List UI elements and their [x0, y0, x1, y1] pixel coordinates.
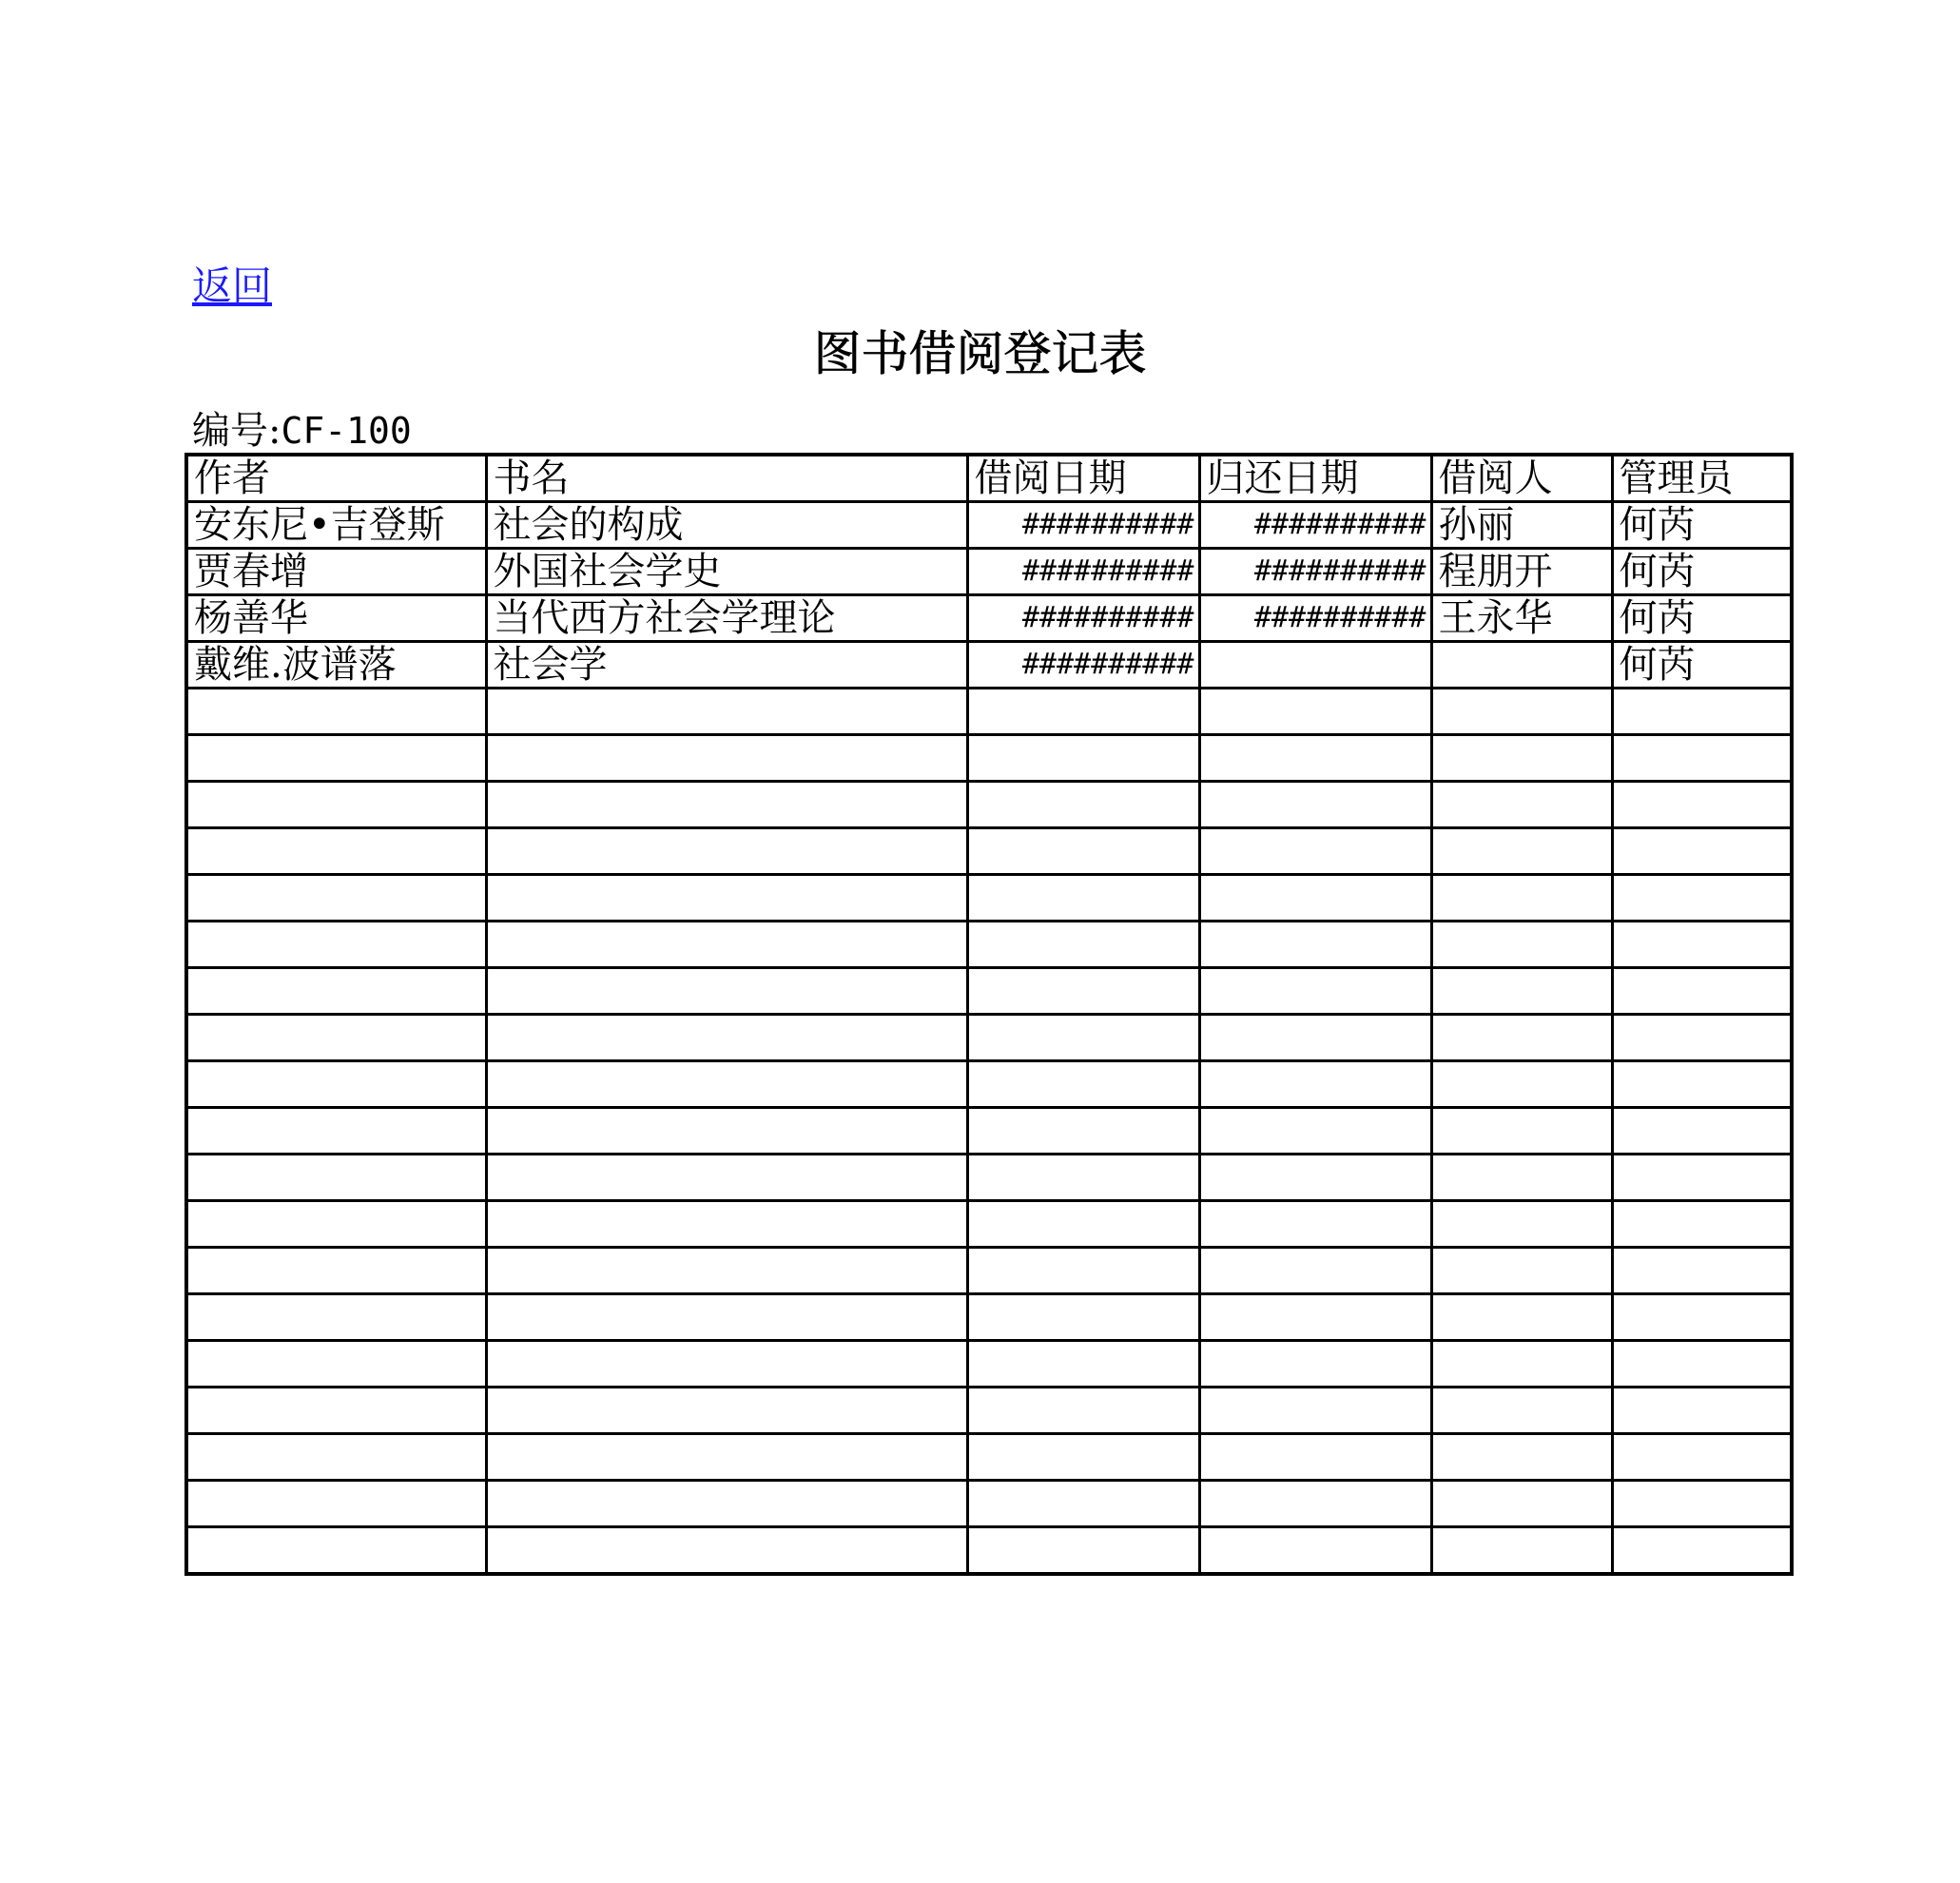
cell-author[interactable]	[186, 1481, 486, 1527]
cell-borrower[interactable]	[1431, 1155, 1612, 1201]
cell-borrower[interactable]: 王永华	[1431, 595, 1612, 642]
table-row	[186, 1388, 1792, 1434]
cell-return-date[interactable]	[1199, 1248, 1431, 1294]
cell-author[interactable]	[186, 1341, 486, 1388]
cell-book-title[interactable]	[486, 828, 967, 875]
cell-librarian[interactable]	[1612, 1155, 1792, 1201]
cell-librarian[interactable]	[1612, 1527, 1792, 1575]
cell-return-date[interactable]	[1199, 689, 1431, 735]
cell-librarian[interactable]	[1612, 1388, 1792, 1434]
cell-borrow-date[interactable]	[967, 1294, 1199, 1341]
cell-author[interactable]	[186, 735, 486, 782]
cell-return-date[interactable]: ##########	[1199, 595, 1431, 642]
cell-borrower[interactable]: 程朋开	[1431, 549, 1612, 595]
serial-value: CF-100	[281, 410, 412, 452]
cell-borrow-date[interactable]	[967, 1201, 1199, 1248]
cell-book-title[interactable]	[486, 922, 967, 968]
cell-book-title[interactable]	[486, 1481, 967, 1527]
table-row	[186, 922, 1792, 968]
table-row	[186, 782, 1792, 828]
cell-author[interactable]	[186, 968, 486, 1015]
serial-label: 编号:	[192, 409, 281, 453]
cell-return-date[interactable]	[1199, 1108, 1431, 1155]
table-row	[186, 1015, 1792, 1061]
cell-book-title[interactable]	[486, 1341, 967, 1388]
cell-book-title[interactable]	[486, 1294, 967, 1341]
cell-librarian[interactable]	[1612, 735, 1792, 782]
cell-borrower[interactable]	[1431, 1388, 1612, 1434]
cell-borrow-date[interactable]	[967, 1061, 1199, 1108]
cell-librarian[interactable]	[1612, 875, 1792, 922]
cell-borrower[interactable]	[1431, 1201, 1612, 1248]
table-header-row	[186, 455, 1792, 502]
header-borrower: 借阅人	[1431, 455, 1612, 502]
cell-book-title[interactable]	[486, 1155, 967, 1201]
cell-author[interactable]: 贾春增	[186, 549, 486, 595]
cell-author[interactable]: 安东尼•吉登斯	[186, 502, 486, 549]
table-row	[186, 875, 1792, 922]
cell-borrow-date[interactable]	[967, 1015, 1199, 1061]
cell-author[interactable]	[186, 1434, 486, 1481]
cell-borrow-date[interactable]	[967, 1388, 1199, 1434]
cell-borrower[interactable]	[1431, 922, 1612, 968]
cell-book-title[interactable]	[486, 1061, 967, 1108]
cell-librarian[interactable]	[1612, 1061, 1792, 1108]
cell-book-title[interactable]	[486, 875, 967, 922]
table-row	[186, 1201, 1792, 1248]
cell-borrow-date[interactable]	[967, 875, 1199, 922]
borrow-ledger-table	[184, 453, 1794, 1576]
table-row	[186, 1248, 1792, 1294]
cell-borrow-date[interactable]	[967, 1527, 1199, 1575]
cell-return-date[interactable]	[1199, 1294, 1431, 1341]
cell-borrower[interactable]	[1431, 1434, 1612, 1481]
cell-borrower[interactable]	[1431, 1481, 1612, 1527]
cell-borrower[interactable]	[1431, 1015, 1612, 1061]
cell-author[interactable]	[186, 1294, 486, 1341]
cell-borrower[interactable]: 孙丽	[1431, 502, 1612, 549]
cell-author[interactable]	[186, 1108, 486, 1155]
cell-book-title[interactable]	[486, 1527, 967, 1575]
cell-return-date[interactable]	[1199, 1155, 1431, 1201]
cell-borrower[interactable]	[1431, 968, 1612, 1015]
cell-author[interactable]	[186, 782, 486, 828]
cell-librarian[interactable]	[1612, 1481, 1792, 1527]
cell-book-title[interactable]: 外国社会学史	[486, 549, 967, 595]
cell-librarian[interactable]: 何芮	[1612, 502, 1792, 549]
header-librarian: 管理员	[1612, 455, 1792, 502]
cell-author[interactable]	[186, 828, 486, 875]
header-borrow-date: 借阅日期	[967, 455, 1199, 502]
cell-book-title[interactable]	[486, 1388, 967, 1434]
cell-author[interactable]	[186, 1248, 486, 1294]
cell-borrower[interactable]	[1431, 1108, 1612, 1155]
cell-book-title[interactable]	[486, 1108, 967, 1155]
cell-book-title[interactable]: 社会学	[486, 642, 967, 689]
cell-borrow-date[interactable]: ##########	[967, 502, 1199, 549]
cell-borrower[interactable]	[1431, 875, 1612, 922]
cell-author[interactable]: 杨善华	[186, 595, 486, 642]
cell-borrower[interactable]	[1431, 1527, 1612, 1575]
cell-return-date[interactable]	[1199, 1341, 1431, 1388]
cell-return-date[interactable]	[1199, 875, 1431, 922]
cell-return-date[interactable]	[1199, 1481, 1431, 1527]
cell-borrow-date[interactable]	[967, 782, 1199, 828]
cell-borrower[interactable]	[1431, 1061, 1612, 1108]
table-row	[186, 502, 1792, 549]
cell-return-date[interactable]: ##########	[1199, 549, 1431, 595]
cell-return-date[interactable]	[1199, 1061, 1431, 1108]
cell-return-date[interactable]	[1199, 968, 1431, 1015]
cell-book-title[interactable]: 当代西方社会学理论	[486, 595, 967, 642]
cell-borrow-date[interactable]	[967, 922, 1199, 968]
cell-return-date[interactable]	[1199, 828, 1431, 875]
cell-librarian[interactable]	[1612, 1294, 1792, 1341]
table-row	[186, 1434, 1792, 1481]
cell-borrower[interactable]	[1431, 1248, 1612, 1294]
cell-return-date[interactable]	[1199, 1527, 1431, 1575]
cell-librarian[interactable]	[1612, 782, 1792, 828]
cell-librarian[interactable]	[1612, 1201, 1792, 1248]
cell-borrower[interactable]	[1431, 735, 1612, 782]
serial-number	[192, 407, 412, 455]
cell-author[interactable]	[186, 689, 486, 735]
cell-return-date[interactable]	[1199, 1201, 1431, 1248]
cell-return-date[interactable]	[1199, 642, 1431, 689]
cell-author[interactable]	[186, 1015, 486, 1061]
cell-borrow-date[interactable]	[967, 689, 1199, 735]
table-row	[186, 1155, 1792, 1201]
cell-librarian[interactable]: 何芮	[1612, 595, 1792, 642]
table-body	[186, 502, 1792, 1575]
cell-librarian[interactable]: 何芮	[1612, 549, 1792, 595]
cell-borrow-date[interactable]	[967, 1108, 1199, 1155]
cell-book-title[interactable]	[486, 1248, 967, 1294]
cell-librarian[interactable]	[1612, 968, 1792, 1015]
cell-return-date[interactable]	[1199, 1434, 1431, 1481]
cell-borrow-date[interactable]	[967, 1481, 1199, 1527]
cell-borrower[interactable]	[1431, 642, 1612, 689]
cell-return-date[interactable]	[1199, 735, 1431, 782]
table-row	[186, 1481, 1792, 1527]
cell-borrower[interactable]	[1431, 1294, 1612, 1341]
cell-borrower[interactable]	[1431, 828, 1612, 875]
cell-librarian[interactable]	[1612, 922, 1792, 968]
table-row	[186, 968, 1792, 1015]
cell-librarian[interactable]	[1612, 828, 1792, 875]
cell-borrow-date[interactable]: ##########	[967, 642, 1199, 689]
cell-borrow-date[interactable]	[967, 735, 1199, 782]
cell-author[interactable]: 戴维.波谱落	[186, 642, 486, 689]
cell-book-title[interactable]	[486, 1434, 967, 1481]
table-row	[186, 1108, 1792, 1155]
cell-author[interactable]	[186, 1155, 486, 1201]
cell-librarian[interactable]	[1612, 1015, 1792, 1061]
cell-author[interactable]	[186, 1201, 486, 1248]
cell-return-date[interactable]: ##########	[1199, 502, 1431, 549]
cell-librarian[interactable]	[1612, 1434, 1792, 1481]
cell-return-date[interactable]	[1199, 1388, 1431, 1434]
table-row	[186, 1294, 1792, 1341]
header-return-date: 归还日期	[1199, 455, 1431, 502]
header-book-title: 书名	[486, 455, 967, 502]
cell-borrower[interactable]	[1431, 782, 1612, 828]
cell-author[interactable]	[186, 922, 486, 968]
cell-return-date[interactable]	[1199, 1015, 1431, 1061]
cell-librarian[interactable]	[1612, 1248, 1792, 1294]
back-link[interactable]: 返回	[192, 262, 273, 309]
cell-librarian[interactable]	[1612, 1108, 1792, 1155]
table-row	[186, 1341, 1792, 1388]
header-author: 作者	[186, 455, 486, 502]
table-row	[186, 735, 1792, 782]
cell-author[interactable]	[186, 875, 486, 922]
table-row	[186, 1527, 1792, 1575]
cell-return-date[interactable]	[1199, 782, 1431, 828]
cell-book-title[interactable]	[486, 782, 967, 828]
cell-author[interactable]	[186, 1527, 486, 1575]
cell-borrow-date[interactable]	[967, 828, 1199, 875]
cell-book-title[interactable]	[486, 689, 967, 735]
cell-librarian[interactable]	[1612, 689, 1792, 735]
table-row	[186, 689, 1792, 735]
cell-borrow-date[interactable]	[967, 1155, 1199, 1201]
cell-borrow-date[interactable]: ##########	[967, 549, 1199, 595]
table-row	[186, 595, 1792, 642]
cell-book-title[interactable]	[486, 735, 967, 782]
cell-author[interactable]	[186, 1388, 486, 1434]
page-title: 图书借阅登记表	[813, 326, 1147, 381]
table-row	[186, 642, 1792, 689]
cell-return-date[interactable]	[1199, 922, 1431, 968]
cell-book-title[interactable]	[486, 1201, 967, 1248]
cell-borrow-date[interactable]	[967, 1248, 1199, 1294]
table-row	[186, 828, 1792, 875]
cell-author[interactable]	[186, 1061, 486, 1108]
cell-borrow-date[interactable]	[967, 1341, 1199, 1388]
cell-book-title[interactable]	[486, 1015, 967, 1061]
cell-book-title[interactable]	[486, 968, 967, 1015]
cell-book-title[interactable]: 社会的构成	[486, 502, 967, 549]
cell-librarian[interactable]	[1612, 1341, 1792, 1388]
cell-borrow-date[interactable]	[967, 1434, 1199, 1481]
cell-borrower[interactable]	[1431, 689, 1612, 735]
cell-borrower[interactable]	[1431, 1341, 1612, 1388]
cell-borrow-date[interactable]: ##########	[967, 595, 1199, 642]
table-row	[186, 1061, 1792, 1108]
cell-borrow-date[interactable]	[967, 968, 1199, 1015]
cell-librarian[interactable]: 何芮	[1612, 642, 1792, 689]
table-row	[186, 549, 1792, 595]
